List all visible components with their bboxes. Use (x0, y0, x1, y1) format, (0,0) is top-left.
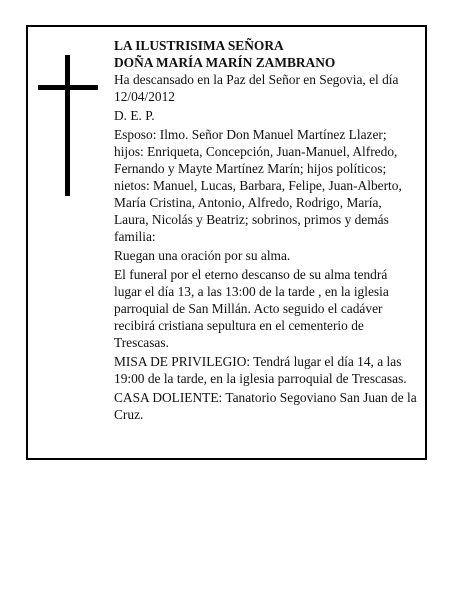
dep-label: D. E. P. (114, 108, 155, 123)
funeral-details: El funeral por el eterno descanso de su alma tendrá lugar el día 13, a las 13:00 de la tarde , en la iglesia parroquial de San Millán. Acto seguido el cadáver recibirá cristiana sepultura en el cementerio de Trescasas. (114, 267, 389, 350)
cross-icon (38, 55, 98, 196)
deceased-title: LA ILUSTRISIMA SEÑORA (114, 38, 284, 53)
family-list: Esposo: Ilmo. Señor Don Manuel Martínez Llazer; hijos: Enriqueta, Concepción, Juan-Manuel, Alfredo, Fernando y Mayte Martínez Marín; hijos políticos; nietos: Manuel, Lucas, Barbara, Felipe, Juan-Alberto, María Cristina, Antonio, Alfredo, Rodrigo, María, Laura, Nicolás y Beatriz; sobrinos, primos y demás familia: (114, 127, 402, 244)
mass-details: MISA DE PRIVILEGIO: Tendrá lugar el día 14, a las 19:00 de la tarde, en la iglesia parroquial de Trescasas. (114, 354, 407, 386)
death-statement: Ha descansado en la Paz del Señor en Segovia, el día 12/04/2012 (114, 72, 399, 104)
obituary-text (114, 37, 418, 423)
prayer-request: Ruegan una oración por su alma. (114, 248, 291, 263)
cross-horizontal-bar (38, 85, 98, 90)
deceased-name: DOÑA MARÍA MARÍN ZAMBRANO (114, 55, 336, 70)
mourning-house: CASA DOLIENTE: Tanatorio Segoviano San Juan de la Cruz. (114, 390, 417, 422)
cross-vertical-bar (65, 55, 70, 196)
